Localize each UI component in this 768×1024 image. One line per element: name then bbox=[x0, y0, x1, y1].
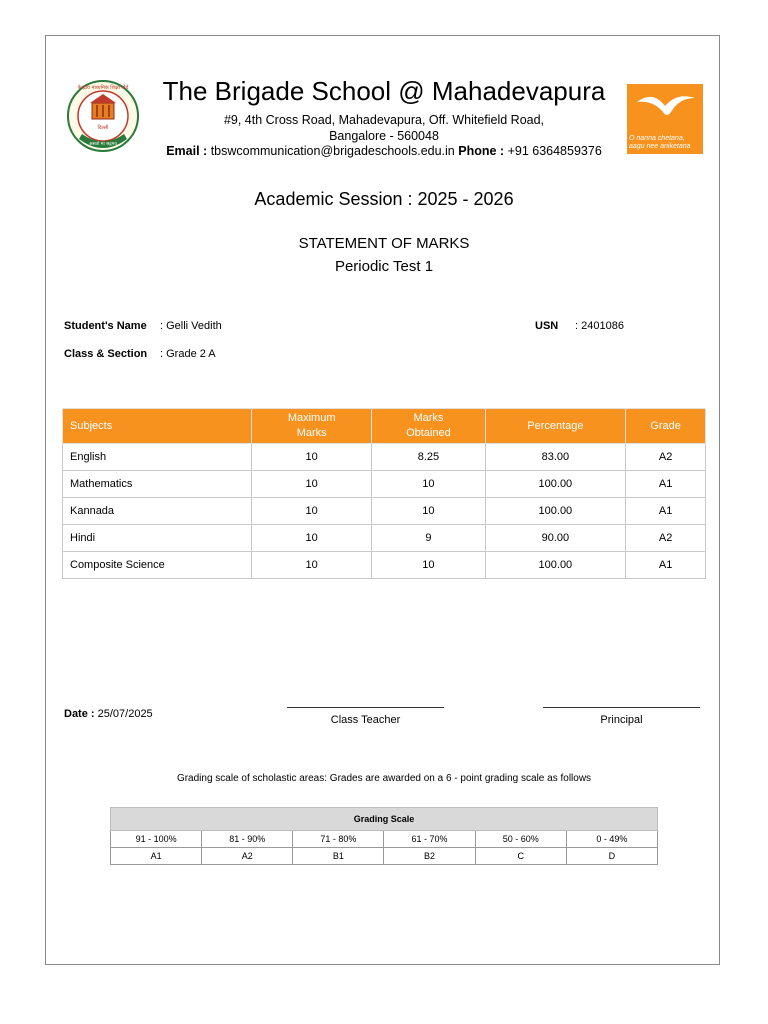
subject-cell: Composite Science bbox=[63, 552, 252, 579]
marks-table bbox=[62, 408, 706, 579]
percentage-cell: 100.00 bbox=[485, 498, 626, 525]
school-address-line2: Bangalore - 560048 bbox=[329, 129, 439, 143]
grading-range-row bbox=[111, 831, 658, 848]
statement-title: STATEMENT OF MARKS bbox=[298, 235, 470, 252]
grade-range-cell: 81 - 90% bbox=[202, 831, 293, 848]
grade-cell: A2 bbox=[626, 525, 706, 552]
date-field bbox=[64, 708, 153, 720]
logo-tagline-1: O nanna chetana, bbox=[629, 135, 685, 142]
grade-cell: A1 bbox=[626, 471, 706, 498]
table-row bbox=[63, 498, 706, 525]
max-marks-cell: 10 bbox=[252, 525, 372, 552]
marks-obtained-cell: 10 bbox=[372, 471, 485, 498]
subject-cell: Mathematics bbox=[63, 471, 252, 498]
header-marks-obtained: Marks Obtained bbox=[372, 409, 485, 444]
max-marks-cell: 10 bbox=[252, 552, 372, 579]
table-row bbox=[63, 525, 706, 552]
table-row bbox=[63, 471, 706, 498]
max-marks-cell: 10 bbox=[252, 498, 372, 525]
bird-icon bbox=[627, 84, 703, 128]
subject-cell: English bbox=[63, 444, 252, 471]
email-value: tbswcommunication@brigadeschools.edu.in bbox=[210, 144, 455, 158]
grade-letter-cell: D bbox=[566, 848, 657, 865]
grade-cell: A1 bbox=[626, 552, 706, 579]
header-grade: Grade bbox=[626, 409, 706, 444]
cbse-seal-text-mid: दिल्ली bbox=[97, 125, 109, 131]
school-name: The Brigade School @ Mahadevapura bbox=[162, 76, 606, 106]
class-teacher-signature-line bbox=[287, 707, 444, 708]
cbse-seal-text-top: केन्द्रीय माध्यमिक शिक्षा बोर्ड bbox=[77, 85, 129, 91]
grade-range-cell: 0 - 49% bbox=[566, 831, 657, 848]
grade-letter-cell: C bbox=[475, 848, 566, 865]
percentage-cell: 90.00 bbox=[485, 525, 626, 552]
max-marks-cell: 10 bbox=[252, 444, 372, 471]
percentage-cell: 100.00 bbox=[485, 471, 626, 498]
student-name-value: : Gelli Vedith bbox=[160, 320, 222, 332]
header-max-marks: Maximum Marks bbox=[252, 409, 372, 444]
usn-label: USN bbox=[535, 320, 559, 332]
grade-letter-cell: A1 bbox=[111, 848, 202, 865]
class-section-label: Class & Section bbox=[64, 348, 148, 360]
date-value: 25/07/2025 bbox=[97, 708, 153, 720]
grade-letter-cell: B2 bbox=[384, 848, 475, 865]
marks-table-header bbox=[63, 409, 706, 444]
phone-value: +91 6364859376 bbox=[507, 144, 602, 158]
grade-range-cell: 61 - 70% bbox=[384, 831, 475, 848]
email-label: Email : bbox=[166, 144, 208, 158]
cbse-seal-text-motto: असतो मा सद्गमय bbox=[89, 142, 117, 147]
grade-letter-cell: B1 bbox=[293, 848, 384, 865]
subject-cell: Hindi bbox=[63, 525, 252, 552]
table-row bbox=[63, 444, 706, 471]
academic-session: Academic Session : 2025 - 2026 bbox=[254, 189, 514, 209]
grade-cell: A2 bbox=[626, 444, 706, 471]
table-row bbox=[63, 552, 706, 579]
grade-range-cell: 91 - 100% bbox=[111, 831, 202, 848]
exam-name: Periodic Test 1 bbox=[334, 258, 434, 275]
class-teacher-label: Class Teacher bbox=[330, 714, 401, 726]
percentage-cell: 83.00 bbox=[485, 444, 626, 471]
grading-scale-title: Grading Scale bbox=[111, 808, 658, 831]
usn-value: : 2401086 bbox=[575, 320, 624, 332]
grading-grade-row bbox=[111, 848, 658, 865]
class-section-value: : Grade 2 A bbox=[160, 348, 216, 360]
grade-cell: A1 bbox=[626, 498, 706, 525]
phone-label: Phone : bbox=[458, 144, 505, 158]
marks-obtained-cell: 10 bbox=[372, 552, 485, 579]
principal-label: Principal bbox=[600, 714, 643, 726]
marks-obtained-cell: 10 bbox=[372, 498, 485, 525]
principal-signature-line bbox=[543, 707, 700, 708]
percentage-cell: 100.00 bbox=[485, 552, 626, 579]
header-subjects: Subjects bbox=[63, 409, 252, 444]
max-marks-cell: 10 bbox=[252, 471, 372, 498]
marks-obtained-cell: 9 bbox=[372, 525, 485, 552]
grade-letter-cell: A2 bbox=[202, 848, 293, 865]
marks-obtained-cell: 8.25 bbox=[372, 444, 485, 471]
grading-scale-table bbox=[110, 807, 658, 865]
school-address-line1: #9, 4th Cross Road, Mahadevapura, Off. Whitefield Road, bbox=[223, 113, 545, 127]
student-name-label: Student's Name bbox=[64, 320, 147, 332]
grade-range-cell: 50 - 60% bbox=[475, 831, 566, 848]
header-percentage: Percentage bbox=[485, 409, 626, 444]
logo-tagline-2: aagu nee aniketana bbox=[629, 143, 691, 150]
date-label: Date : bbox=[64, 708, 95, 720]
grading-note: Grading scale of scholastic areas: Grades are awarded on a 6 - point grading scale as follows bbox=[176, 773, 592, 784]
brigade-logo bbox=[627, 84, 703, 154]
grade-range-cell: 71 - 80% bbox=[293, 831, 384, 848]
subject-cell: Kannada bbox=[63, 498, 252, 525]
